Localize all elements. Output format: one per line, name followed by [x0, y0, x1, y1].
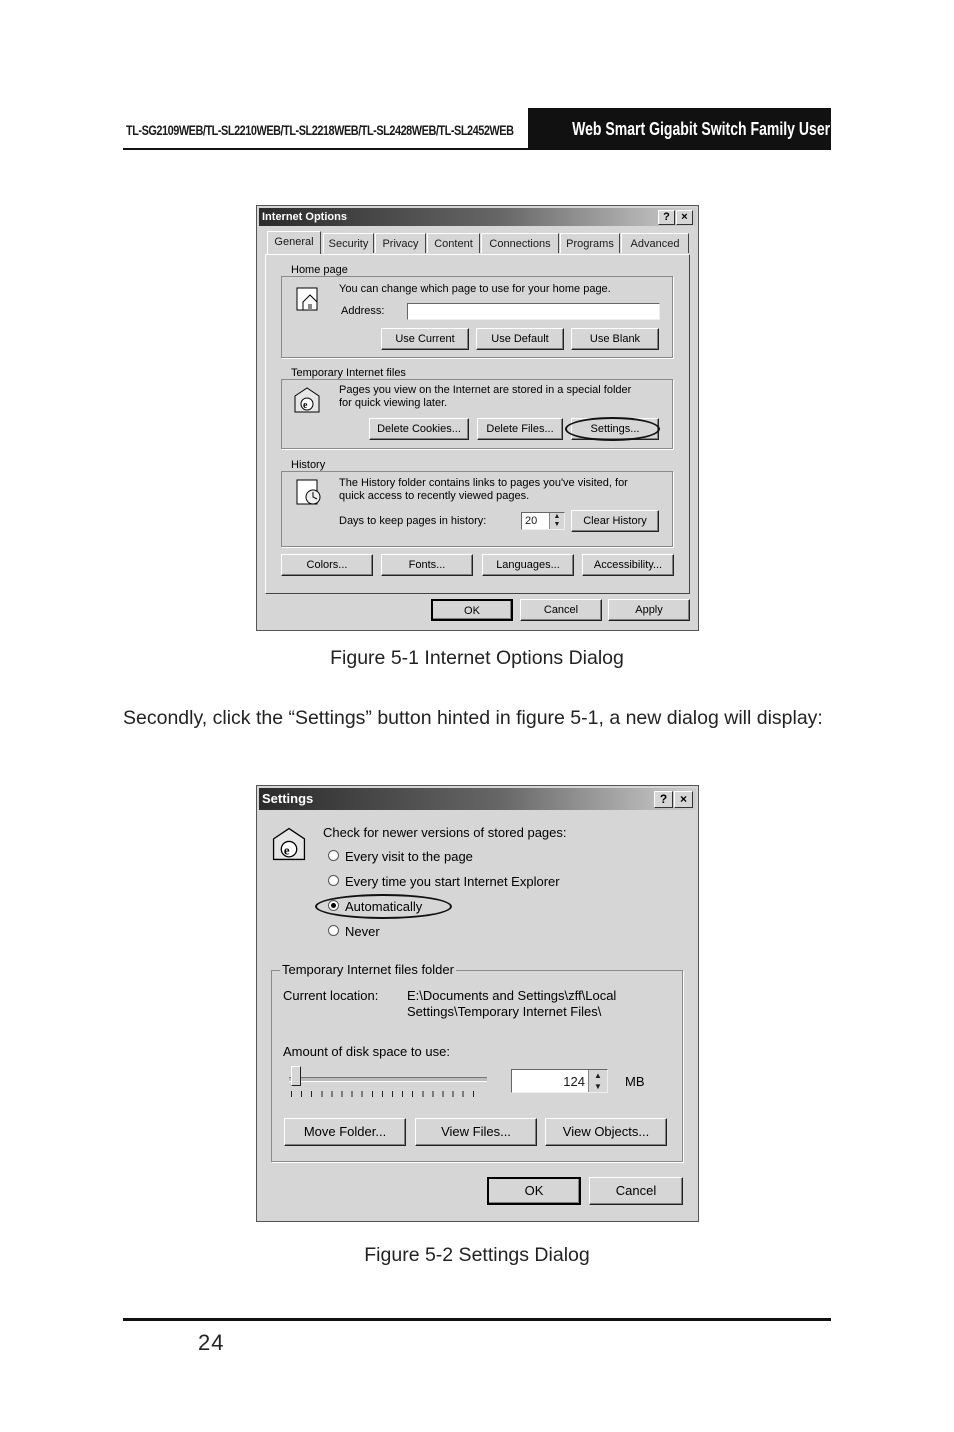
tab-content[interactable]: Content [427, 233, 480, 253]
figure-5-2-caption: Figure 5-2 Settings Dialog [364, 1244, 590, 1266]
address-label: Address: [341, 305, 385, 317]
close-button[interactable]: × [676, 210, 693, 225]
radio-every-start[interactable] [328, 875, 339, 886]
tab-strip [267, 233, 689, 255]
address-input[interactable] [407, 303, 660, 320]
history-desc-1: The History folder contains links to pages you've visited, for [339, 477, 628, 489]
temp-folder-label: Temporary Internet files folder [282, 962, 454, 977]
history-label: History [291, 459, 326, 471]
view-objects-button[interactable]: View Objects... [545, 1118, 667, 1146]
delete-cookies-button[interactable]: Delete Cookies... [369, 418, 469, 440]
body-paragraph: Secondly, click the “Settings” button hinted in figure 5-1, a new dialog will display: [123, 707, 823, 729]
header-models: TL-SG2109WEB/TL-SL2210WEB/TL-SL2218WEB/TL-SL2428WEB/TL-SL2452WEB [126, 122, 514, 138]
svg-text:e: e [303, 400, 308, 411]
current-location-label: Current location: [283, 988, 379, 1003]
page-number: 24 [198, 1330, 225, 1355]
automatically-highlight-ellipse [315, 894, 452, 919]
footer-rule [123, 1318, 831, 1321]
tab-programs[interactable]: Programs [560, 233, 620, 253]
disk-spin-icon[interactable]: ▲ ▼ [588, 1070, 607, 1092]
temp-files-label: Temporary Internet files [291, 367, 406, 379]
days-stepper[interactable] [521, 512, 565, 530]
temp-files-desc-1: Pages you view on the Internet are stored in a special folder [339, 384, 632, 396]
settings-titlebar [259, 788, 696, 810]
tab-general[interactable]: General [267, 231, 321, 255]
internet-options-title: Internet Options [262, 211, 347, 223]
home-page-description: You can change which page to use for your home page. [339, 283, 611, 295]
view-files-button[interactable]: View Files... [415, 1118, 537, 1146]
home-icon [295, 284, 323, 312]
radio-every-visit[interactable] [328, 850, 339, 861]
cancel-button[interactable]: Cancel [520, 599, 602, 621]
languages-button[interactable]: Languages... [482, 554, 574, 576]
apply-button[interactable]: Apply [608, 599, 690, 621]
internet-options-dialog [256, 205, 699, 631]
settings-dialog [256, 785, 699, 1222]
check-newer-label: Check for newer versions of stored pages: [323, 825, 567, 840]
ie-cache-icon [271, 826, 307, 862]
tab-advanced[interactable]: Advanced [621, 233, 689, 253]
days-value: 20 [525, 515, 538, 527]
disk-space-label: Amount of disk space to use: [283, 1044, 450, 1059]
days-spin-icon[interactable]: ▲ ▼ [549, 513, 564, 529]
move-folder-button[interactable]: Move Folder... [284, 1118, 406, 1146]
settings-help-button[interactable]: ? [654, 791, 673, 808]
clear-history-button[interactable]: Clear History [571, 510, 659, 532]
header-guide-title: Web Smart Gigabit Switch Family User's Guide [528, 108, 831, 150]
settings-highlight-ellipse [565, 417, 660, 441]
disk-space-value: 124 [563, 1074, 585, 1089]
slider-ticks [291, 1091, 483, 1097]
history-icon [295, 478, 323, 506]
current-location-line-2: Settings\Temporary Internet Files\ [407, 1004, 602, 1019]
settings-close-button[interactable]: × [674, 791, 693, 808]
use-current-button[interactable]: Use Current [381, 328, 469, 350]
fonts-button[interactable]: Fonts... [381, 554, 473, 576]
current-location-line-1: E:\Documents and Settings\zff\Local [407, 988, 617, 1003]
slider-thumb[interactable] [291, 1066, 301, 1086]
tab-connections[interactable]: Connections [481, 233, 559, 253]
history-desc-2: quick access to recently viewed pages. [339, 490, 530, 502]
slider-track [289, 1077, 487, 1082]
option-automatically-label: Automatically [345, 899, 423, 914]
settings-title: Settings [262, 791, 314, 806]
use-blank-button[interactable]: Use Blank [571, 328, 659, 350]
temp-files-desc-2: for quick viewing later. [339, 397, 448, 409]
disk-space-stepper[interactable] [511, 1069, 608, 1093]
delete-files-button[interactable]: Delete Files... [477, 418, 563, 440]
header-rule [123, 148, 831, 150]
disk-unit: MB [625, 1074, 645, 1089]
internet-options-titlebar [259, 208, 696, 226]
settings-cancel-button[interactable]: Cancel [589, 1177, 683, 1205]
radio-never[interactable] [328, 925, 339, 936]
tab-privacy[interactable]: Privacy [375, 233, 426, 253]
days-label: Days to keep pages in history: [339, 515, 487, 527]
option-every-visit-label: Every visit to the page [345, 849, 473, 864]
home-page-label: Home page [291, 264, 348, 276]
accessibility-button[interactable]: Accessibility... [582, 554, 674, 576]
help-button[interactable]: ? [658, 210, 675, 225]
colors-button[interactable]: Colors... [281, 554, 373, 576]
tab-security[interactable]: Security [323, 233, 374, 253]
ok-button[interactable]: OK [431, 599, 513, 621]
option-never-label: Never [345, 924, 380, 939]
svg-text:e: e [283, 843, 290, 858]
figure-5-1-caption: Figure 5-1 Internet Options Dialog [330, 647, 624, 669]
use-default-button[interactable]: Use Default [476, 328, 564, 350]
option-every-start-label: Every time you start Internet Explorer [345, 874, 560, 889]
settings-ok-button[interactable]: OK [487, 1177, 581, 1205]
temp-files-icon [293, 386, 321, 414]
disk-space-slider[interactable] [289, 1071, 489, 1101]
settings-button[interactable]: Settings... [571, 418, 659, 440]
